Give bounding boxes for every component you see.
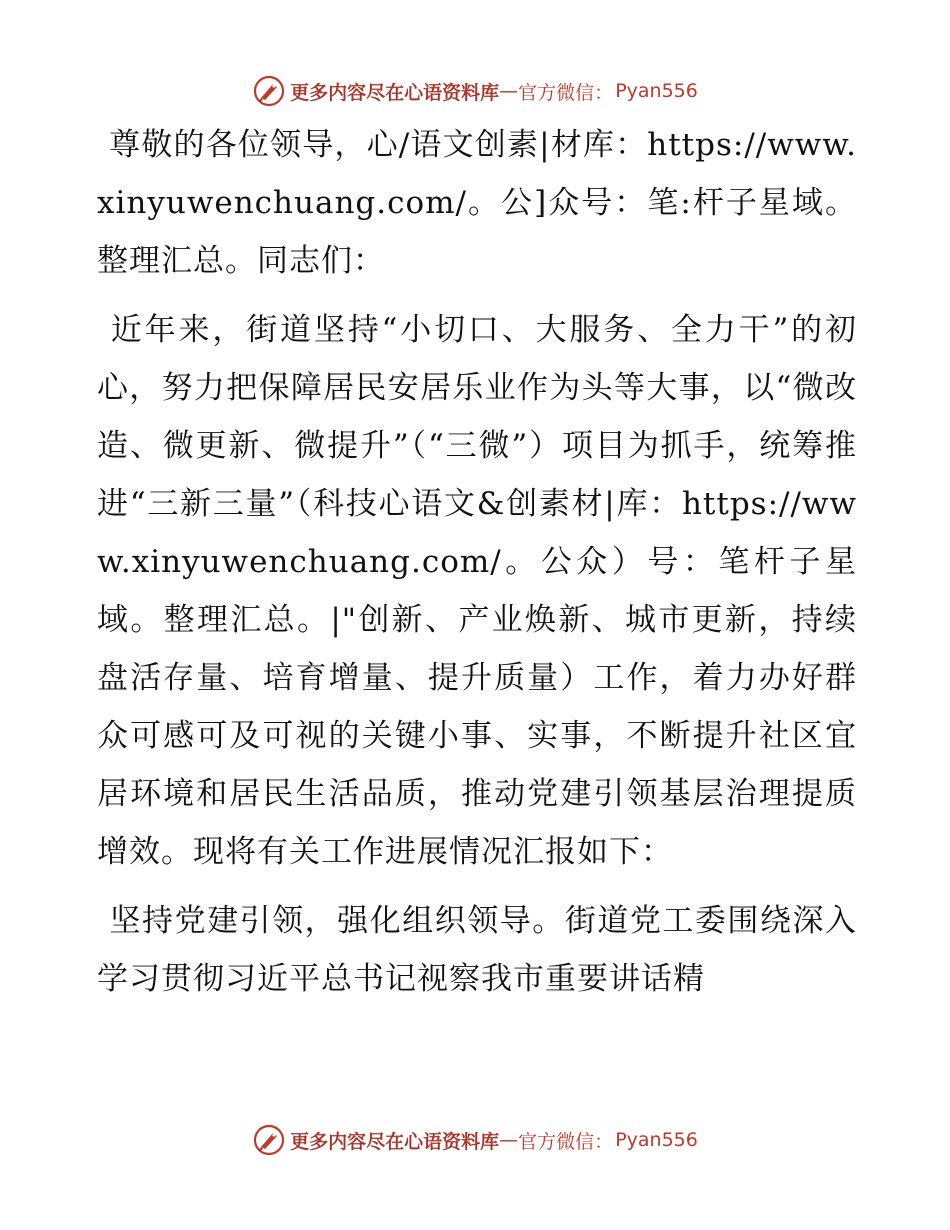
watermark-wechat-id: Pyan556 xyxy=(615,1129,698,1151)
paragraph-greeting xyxy=(97,116,857,290)
watermark-main-text: 更多内容尽在心语资料库 xyxy=(290,1130,500,1153)
paragraph-text: 近年来，街道坚持“小切口、大服务、全力干”的初心，努力把保障居民安居乐业作为头等大事，以“微改造、微更新、微提升”（“三微”）项目为抓手，统筹推进“三新三量”（科技心语文&创素材|库：https://www.xinyuwenchuang.com/。公众）号：笔杆子星域。整理汇总。|"创新、产业焕新、城市更新，持续盘活存量、培育增量、提升质量）工作，着力办好群众可感可及可视的关键小事、实事，不断提升社区宜居环境和居民生活品质，推动党建引领基层治理提质增效。现将有关工作进展情况汇报如下： xyxy=(97,312,857,870)
fountain-pen-logo-icon xyxy=(252,74,286,108)
fountain-pen-logo-icon xyxy=(252,1123,286,1157)
paragraph-text: 尊敬的各位领导，心/语文创素|材库：https://www.xinyuwenchuang.com/。公]众号：笔:杆子星域。整理汇总。同志们： xyxy=(97,127,857,279)
watermark-banner-bottom xyxy=(0,1120,950,1160)
paragraph-intro xyxy=(97,301,857,881)
watermark-wechat-id: Pyan556 xyxy=(615,80,698,102)
paragraph-text: 坚持党建引领，强化组织领导。街道党工委围绕深入学习贯彻习近平总书记视察我市重要讲话精 xyxy=(97,903,857,997)
watermark-wechat-label: 官方微信： xyxy=(518,81,614,104)
watermark-wechat-label: 官方微信： xyxy=(518,1130,614,1153)
paragraph-party-leadership xyxy=(97,892,857,1008)
watermark-separator: — xyxy=(499,1129,519,1151)
watermark-main-text: 更多内容尽在心语资料库 xyxy=(290,81,500,104)
watermark-banner-top xyxy=(0,71,950,111)
document-body xyxy=(97,116,857,1019)
watermark-separator: — xyxy=(499,80,519,102)
